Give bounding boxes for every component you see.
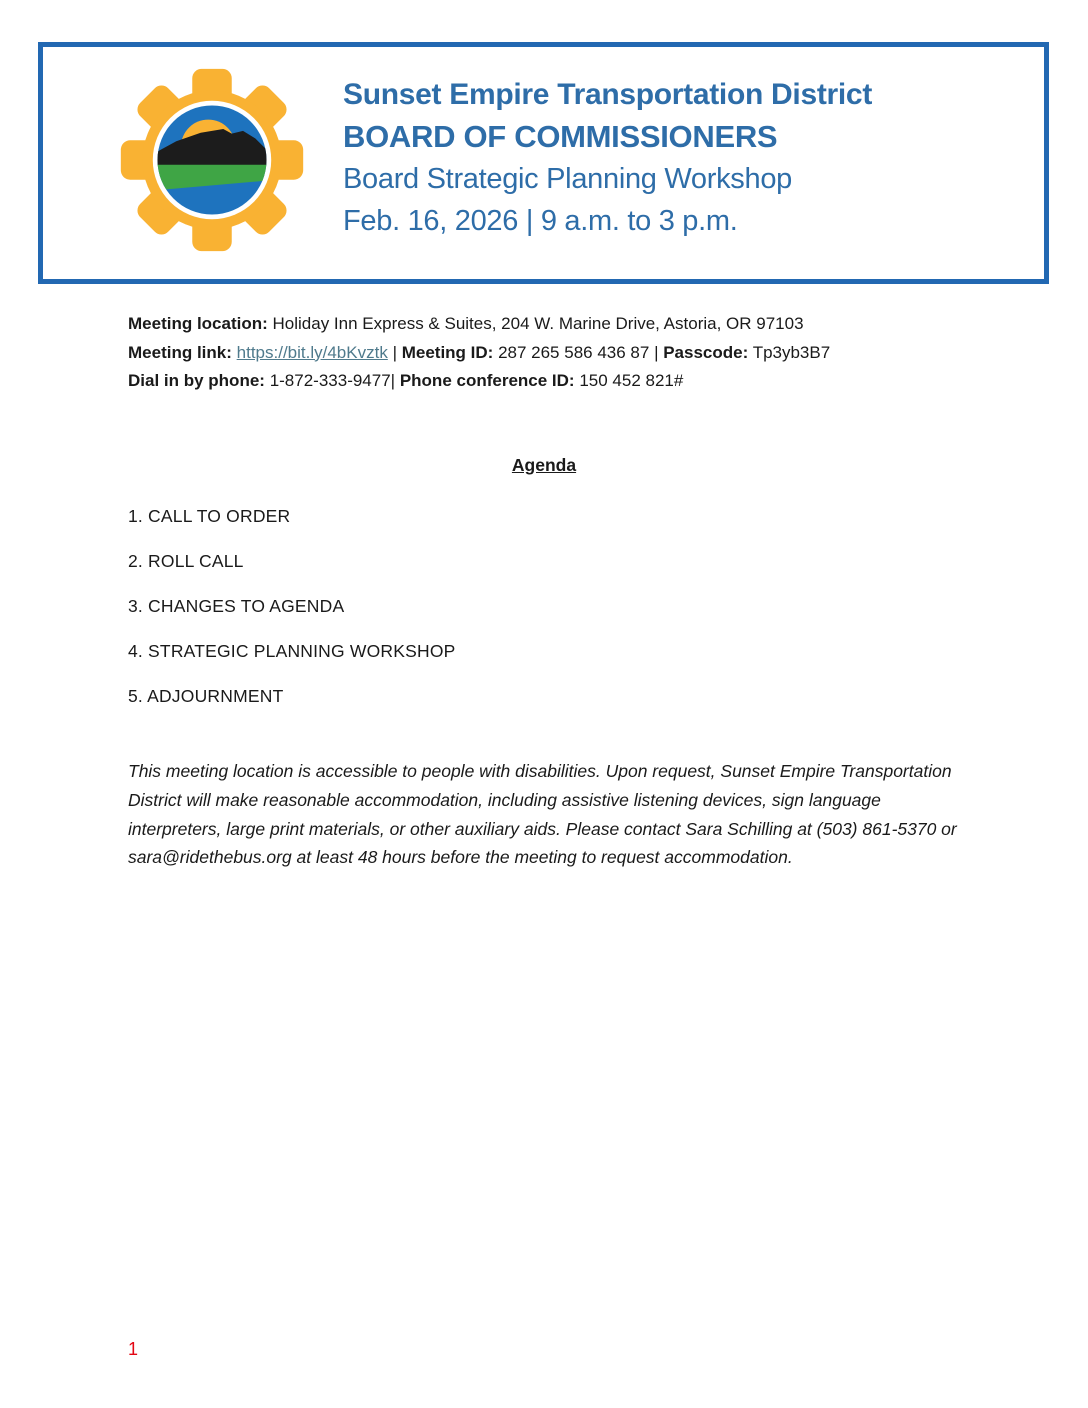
agenda-item-2: 2. ROLL CALL <box>128 551 244 571</box>
event-title: Board Strategic Planning Workshop <box>343 163 792 195</box>
org-name: Sunset Empire Transportation District <box>343 78 873 111</box>
meeting-info-block <box>128 310 830 396</box>
conference-id-value: 150 452 821# <box>579 371 684 390</box>
passcode-label: Passcode: <box>663 342 749 362</box>
separator: | <box>392 342 397 362</box>
page-number: 1 <box>128 1339 139 1359</box>
passcode-value: Tp3yb3B7 <box>752 342 831 362</box>
agenda-item-5: 5. ADJOURNMENT <box>128 686 284 706</box>
agenda-item-1: 1. CALL TO ORDER <box>128 506 291 526</box>
agenda-heading: Agenda <box>511 455 577 475</box>
transit-district-gear-logo-icon <box>118 66 306 254</box>
separator: | <box>654 342 659 362</box>
meeting-link[interactable]: https://bit.ly/4bKvztk <box>236 342 388 362</box>
separator: | <box>390 371 396 390</box>
meeting-id-value: 287 265 586 436 87 <box>498 342 650 362</box>
header-text-block <box>343 74 872 242</box>
meeting-link-line <box>128 339 830 368</box>
dial-in-line <box>128 367 830 396</box>
agenda-item-4: 4. STRATEGIC PLANNING WORKSHOP <box>128 641 456 661</box>
dial-in-number: 1-872-333-9477 <box>269 371 391 390</box>
board-title: BOARD OF COMMISSIONERS <box>343 119 778 154</box>
agenda-list <box>128 507 456 732</box>
dial-in-label: Dial in by phone: <box>128 371 265 390</box>
accessibility-notice: This meeting location is accessible to people with disabilities. Upon request, Sunset Empire Transportation District will make reasonable accommodation, including assistive listening devices, sign language interpreters, large print materials, or other auxiliary aids. Please contact Sara Schilling at (503) 861-5370 or sara@ridethebus.org at least 48 hours before the meeting to request accommodation. <box>128 761 957 868</box>
meeting-link-label: Meeting link: <box>128 342 232 362</box>
header-banner <box>38 42 1049 284</box>
meeting-id-label: Meeting ID: <box>401 342 494 362</box>
event-datetime: Feb. 16, 2026 | 9 a.m. to 3 p.m. <box>343 205 738 237</box>
meeting-location-line <box>128 310 830 339</box>
conference-id-label: Phone conference ID: <box>399 371 575 390</box>
agenda-item-3: 3. CHANGES TO AGENDA <box>128 596 345 616</box>
meeting-location-label: Meeting location: <box>128 314 268 333</box>
meeting-location-value: Holiday Inn Express & Suites, 204 W. Marine Drive, Astoria, OR 97103 <box>272 314 804 333</box>
